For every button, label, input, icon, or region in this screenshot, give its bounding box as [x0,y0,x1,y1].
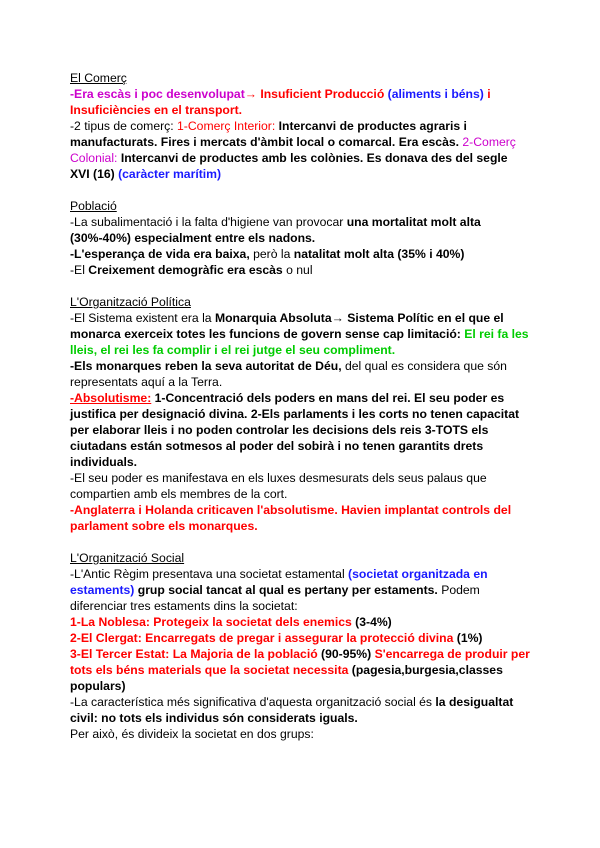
politica-line-1 [70,310,530,358]
text-span: 1-Comerç Interior: [177,119,276,133]
text-span: (pagesia,burgesia,classes populars) [70,663,503,693]
text-span: grup social tancat al qual es pertany per estaments. [134,583,438,597]
politica-line-4: -El seu poder es manifestava en els luxes desmesurats dels seus palaus que compartien amb els membres de la cort. [70,471,487,501]
comerc-line-1 [70,86,530,118]
social-line-5 [70,694,530,726]
text-span: -L'Antic Règim presentava una societat estamental [70,567,349,581]
text-span: 2-Comerç Colonial: [70,135,516,165]
poblacio-line-1 [70,214,530,246]
section-title-poblacio: Població [70,199,117,213]
text-span: -El [70,263,89,277]
spacer [70,182,530,198]
social-line-2 [70,614,530,630]
politica-line-5: -Anglaterra i Holanda criticaven l'absolutisme. Havien implantat controls del parlament sobre els monarques. [70,503,512,533]
comerc-line-2 [70,118,530,182]
text-span: (3-4%) [351,615,392,629]
text-span: -El Sistema existent era la [70,311,215,325]
spacer [70,278,530,294]
text-span: -La característica més significativa d'aquesta organització social és [70,695,436,709]
text-span: (societat organitzada en estaments) [70,567,488,597]
text-span: -Era escàs i poc desenvolupat [70,87,245,101]
text-span: (1%) [453,631,483,645]
poblacio-line-3 [70,262,530,278]
social-line-4 [70,646,530,694]
text-span: El rei fa les lleis, el rei les fa complir i el rei jutge el seu compliment. [70,327,529,357]
politica-line-2 [70,358,530,390]
arrow-glyph: → [331,311,348,325]
text-span: -2 tipus de comerç: [70,119,178,133]
social-line-6: Per això, és divideix la societat en dos grups: [70,727,314,741]
text-span: una mortalitat molt alta (30%-40%) especialment entre els nadons. [70,215,481,245]
text-span: la desigualtat civil: no tots els individus són considerats iguals. [70,695,514,725]
text-span: o nul [282,263,313,277]
text-span: natalitat molt alta (35% i 40%) [293,247,465,261]
text-span: (caràcter marítim) [118,167,222,181]
document-page [70,70,530,742]
text-span: Sistema Polític en el que el monarca exerceix totes les funcions de govern sense cap limitació: [70,311,504,341]
text-span: Monarquia Absoluta [214,311,332,325]
poblacio-line-2 [70,246,530,262]
text-span: 1-La Noblesa: Protegeix la societat dels enemics [70,615,352,629]
text-span: (aliments i béns) [387,87,484,101]
text-span: 1-Concentració dels poders en mans del rei. El seu poder es justifica per designació divina. 2-Els parlaments i les corts no tenen capacitat per elaborar lleis i no poden controlar les decisions dels reis 3-TOTS els ciutadans están sotmesos al poder del sobirà i no tenen garantits drets individuals. [70,391,520,469]
text-span: S'encarrega de produir per tots els béns materials que la societat necessita [70,647,530,677]
text-span: Podem diferenciar tres estaments dins la societat: [70,583,480,613]
text-span: i Insuficiències en el transport. [70,87,491,117]
social-line-3 [70,630,530,646]
text-span: Insuficient Producció [260,87,388,101]
arrow-glyph: → [244,87,261,101]
text-span: -Absolutisme: [70,391,152,405]
text-span: (90-95%) [317,647,372,661]
text-span: Intercanvi de productes amb les colònies. Es donava des del segle XVI (16) [70,151,508,181]
section-title-comerc: El Comerç [70,71,127,85]
text-span: però la [249,247,294,261]
text-span: 3-El Tercer Estat: La Majoria de la població [70,647,318,661]
text-span: -Els monarques reben la seva autoritat de Déu, [70,359,342,373]
social-line-1 [70,566,530,614]
text-span: Creixement demogràfic era escàs [88,263,283,277]
section-title-politica: L'Organització Política [70,295,191,309]
politica-line-3 [70,390,530,470]
spacer [70,534,530,550]
text-span: Intercanvi de productes agraris i manufacturats. Fires i mercats d'àmbit local o comarcal. Era escàs. [70,119,467,149]
text-span: 2-El Clergat: Encarregats de pregar i assegurar la protecció divina [70,631,454,645]
text-span: -L'esperança de vida era baixa, [70,247,250,261]
text-span: -La subalimentació i la falta d'higiene van provocar [70,215,347,229]
text-span: del qual es considera que són representats aquí a la Terra. [70,359,507,389]
section-title-social: L'Organització Social [70,551,185,565]
